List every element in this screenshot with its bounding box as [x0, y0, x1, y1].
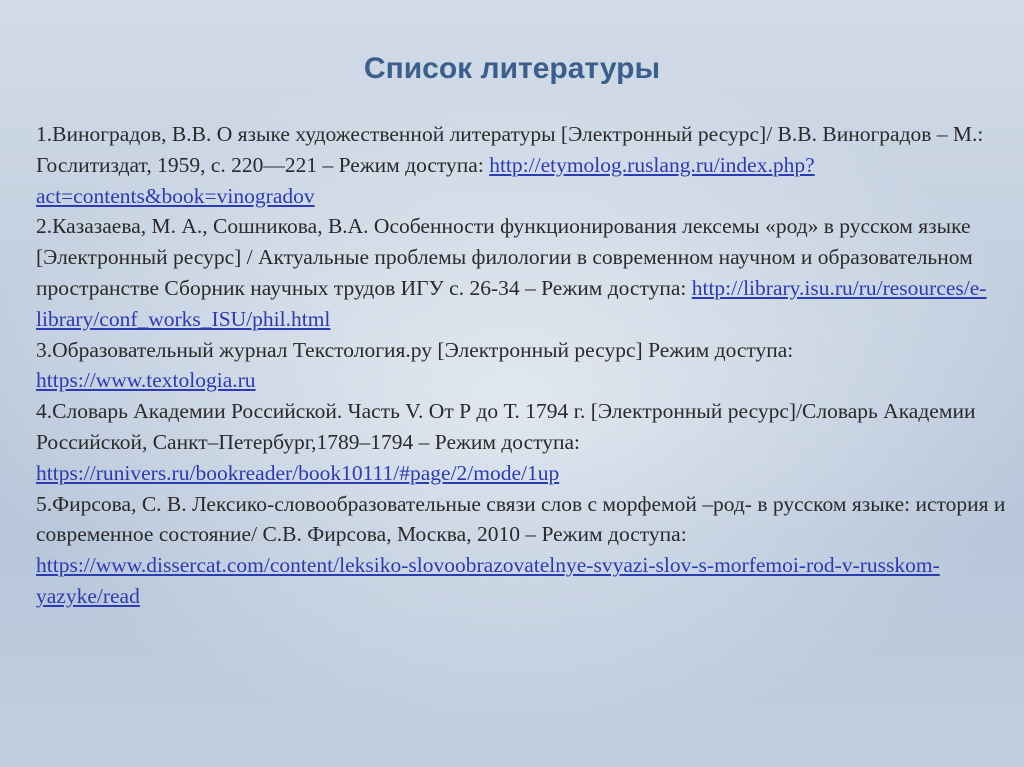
reference-text: 1.Виноградов, В.В. О языке художественной литературы [Электронный ресурс]/ В.В. Виноградов – М.: Гослитиздат, 1959, с. 220—221 – Режим доступа:	[36, 122, 984, 177]
reference-item	[36, 119, 1008, 211]
reference-link[interactable]: https://www.textologia.ru	[36, 368, 256, 393]
reference-link[interactable]: http://etymolog.ruslang.ru/index.php?act=contents&book=vinogradov	[36, 152, 815, 208]
reference-item	[36, 396, 1008, 488]
reference-link[interactable]: https://www.dissercat.com/content/leksiko-slovoobrazovatelnye-svyazi-slov-s-morfemoi-rod-v-russkom-yazyke/read	[36, 553, 940, 608]
reference-text: 4.Словарь Академии Российской. Часть V. От Р до Т. 1794 г. [Электронный ресурс]/Словарь Академии Российской, Санкт–Петербург,1789–1794 – Режим доступа:	[36, 399, 976, 454]
reference-link[interactable]: https://runivers.ru/bookreader/book10111/#page/2/mode/1up	[36, 460, 560, 485]
reference-list	[36, 119, 1008, 612]
reference-item	[36, 335, 1008, 397]
reference-text: 5.Фирсова, С. В. Лексико-словообразовательные связи слов с морфемой –род- в русском языке: история и современное состояние/ С.В. Фирсова, Москва, 2010 – Режим доступа:	[36, 491, 1006, 547]
reference-text: 2.Казазаева, М. А., Сошникова, В.А. Особенности функционирования лексемы «род» в русском языке [Электронный ресурс] / Актуальные проблемы филологии в современном научном и образовательном пространстве Сборник научных трудов ИГУ с. 26-34 – Режим доступа:	[36, 214, 973, 300]
slide-title: Список литературы	[363, 52, 661, 85]
reference-link[interactable]: http://library.isu.ru/ru/resources/e-library/conf_works_ISU/phil.html	[36, 275, 987, 331]
reference-item	[36, 489, 1008, 612]
reference-item	[36, 211, 1008, 334]
reference-text: 3.Образовательный журнал Текстология.ру [Электронный ресурс] Режим доступа:	[36, 337, 794, 362]
